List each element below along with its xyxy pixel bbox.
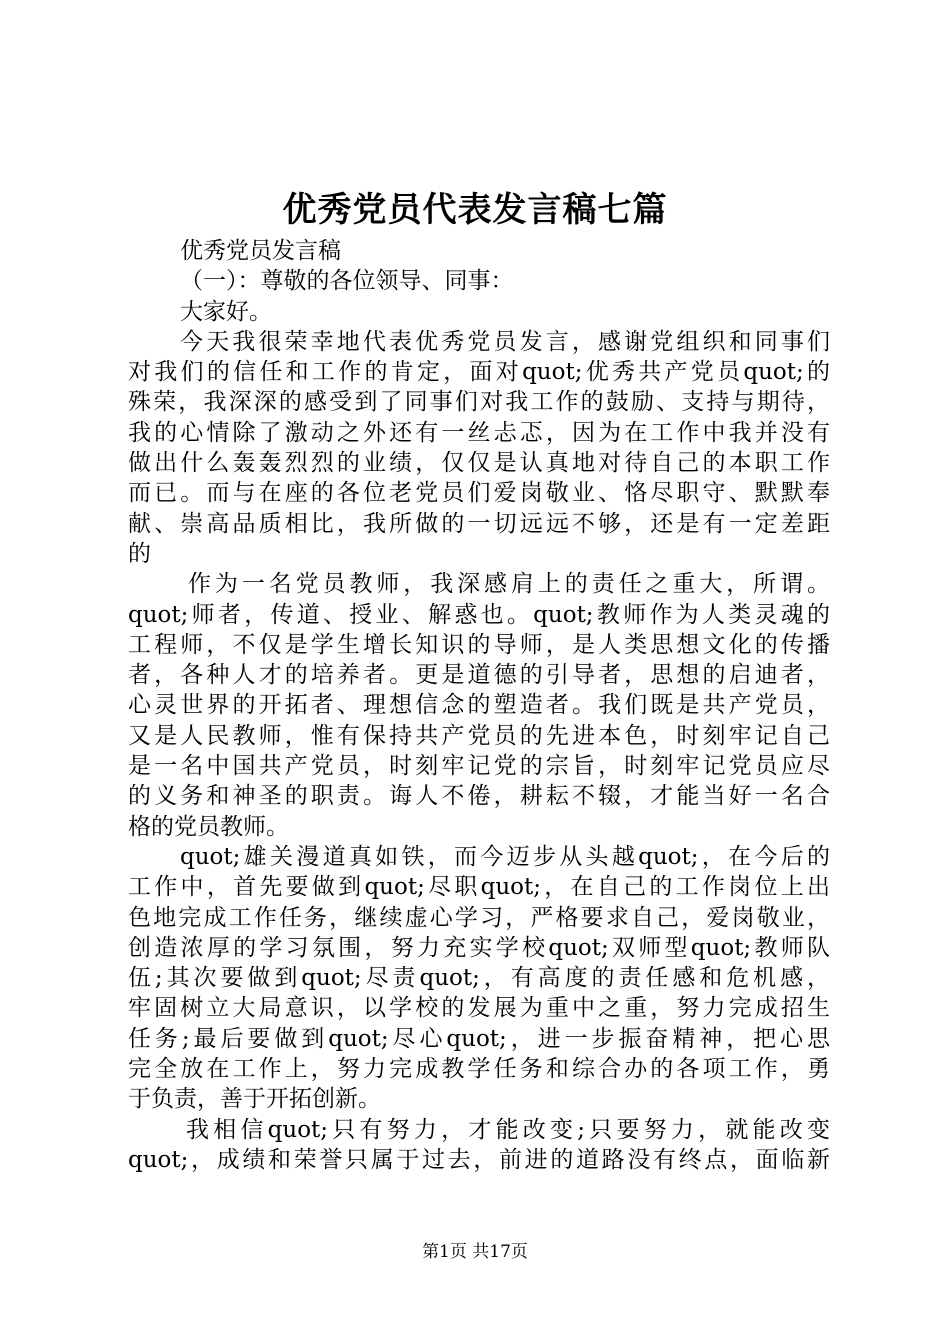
text-line: 的义务和神圣的职责。诲人不倦，耕耘不辍，才能当好一名合 <box>128 783 830 810</box>
text-line: 工程师，不仅是学生增长知识的导师，是人类思想文化的传播 <box>128 631 830 658</box>
text-line: 工作中，首先要做到quot;尽职quot;，在自己的工作岗位上出 <box>128 874 830 901</box>
document-title: 优秀党员代表发言稿七篇 <box>282 190 668 230</box>
text-line: 创造浓厚的学习氛围，努力充实学校quot;双师型quot;教师队 <box>128 934 830 961</box>
text-line: 优秀党员发言稿 <box>180 238 341 264</box>
text-line: 于负责，善于开拓创新。 <box>128 1086 381 1113</box>
text-line: 色地完成工作任务，继续虚心学习，严格要求自己，爱岗敬业， <box>128 904 830 931</box>
text-line: 而已。而与在座的各位老党员们爱岗敬业、恪尽职守、默默奉 <box>128 480 830 507</box>
text-line: （一）：尊敬的各位领导、同事： <box>180 268 514 295</box>
text-line: 任务;最后要做到quot;尽心quot;，进一步振奋精神，把心思 <box>128 1025 830 1052</box>
text-line: 牢固树立大局意识，以学校的发展为重中之重，努力完成招生 <box>128 995 830 1022</box>
text-line: 完全放在工作上，努力完成教学任务和综合办的各项工作，勇 <box>128 1056 830 1083</box>
text-line: 我的心情除了激动之外还有一丝忐忑，因为在工作中我并没有 <box>128 419 830 446</box>
text-line: 殊荣，我深深的感受到了同事们对我工作的鼓励、支持与期待， <box>128 389 830 416</box>
page-footer: 第1页 共17页 <box>422 1242 528 1262</box>
text-line: 是一名中国共产党员，时刻牢记党的宗旨，时刻牢记党员应尽 <box>128 753 830 780</box>
text-line: 又是人民教师，惟有保持共产党员的先进本色，时刻牢记自己 <box>128 722 830 749</box>
text-line: 献、崇高品质相比，我所做的一切远远不够，还是有一定差距 <box>128 510 830 537</box>
text-line: 对我们的信任和工作的肯定，面对quot;优秀共产党员quot;的 <box>128 359 830 386</box>
text-line: 伍;其次要做到quot;尽责quot;，有高度的责任感和危机感， <box>128 965 830 992</box>
text-line: 今天我很荣幸地代表优秀党员发言，感谢党组织和同事们 <box>180 328 830 355</box>
text-line: quot;师者，传道、授业、解惑也。quot;教师作为人类灵魂的 <box>128 601 830 628</box>
text-line: 者，各种人才的培养者。更是道德的引导者，思想的启迪者， <box>128 662 830 689</box>
text-line: 的 <box>128 540 151 567</box>
document-body <box>128 236 830 1175</box>
text-line: quot;，成绩和荣誉只属于过去，前进的道路没有终点，面临新 <box>128 1146 830 1173</box>
text-line: 格的党员教师。 <box>128 813 289 840</box>
text-line: 我相信quot;只有努力，才能改变;只要努力，就能改变 <box>186 1116 830 1143</box>
text-line: 做出什么轰轰烈烈的业绩，仅仅是认真地对待自己的本职工作 <box>128 450 830 477</box>
text-line: 心灵世界的开拓者、理想信念的塑造者。我们既是共产党员， <box>128 692 830 719</box>
text-line: 作为一名党员教师，我深感肩上的责任之重大，所谓。 <box>188 571 830 598</box>
text-line: 大家好。 <box>180 298 272 325</box>
text-line: quot;雄关漫道真如铁，而今迈步从头越quot;，在今后的 <box>180 843 830 870</box>
